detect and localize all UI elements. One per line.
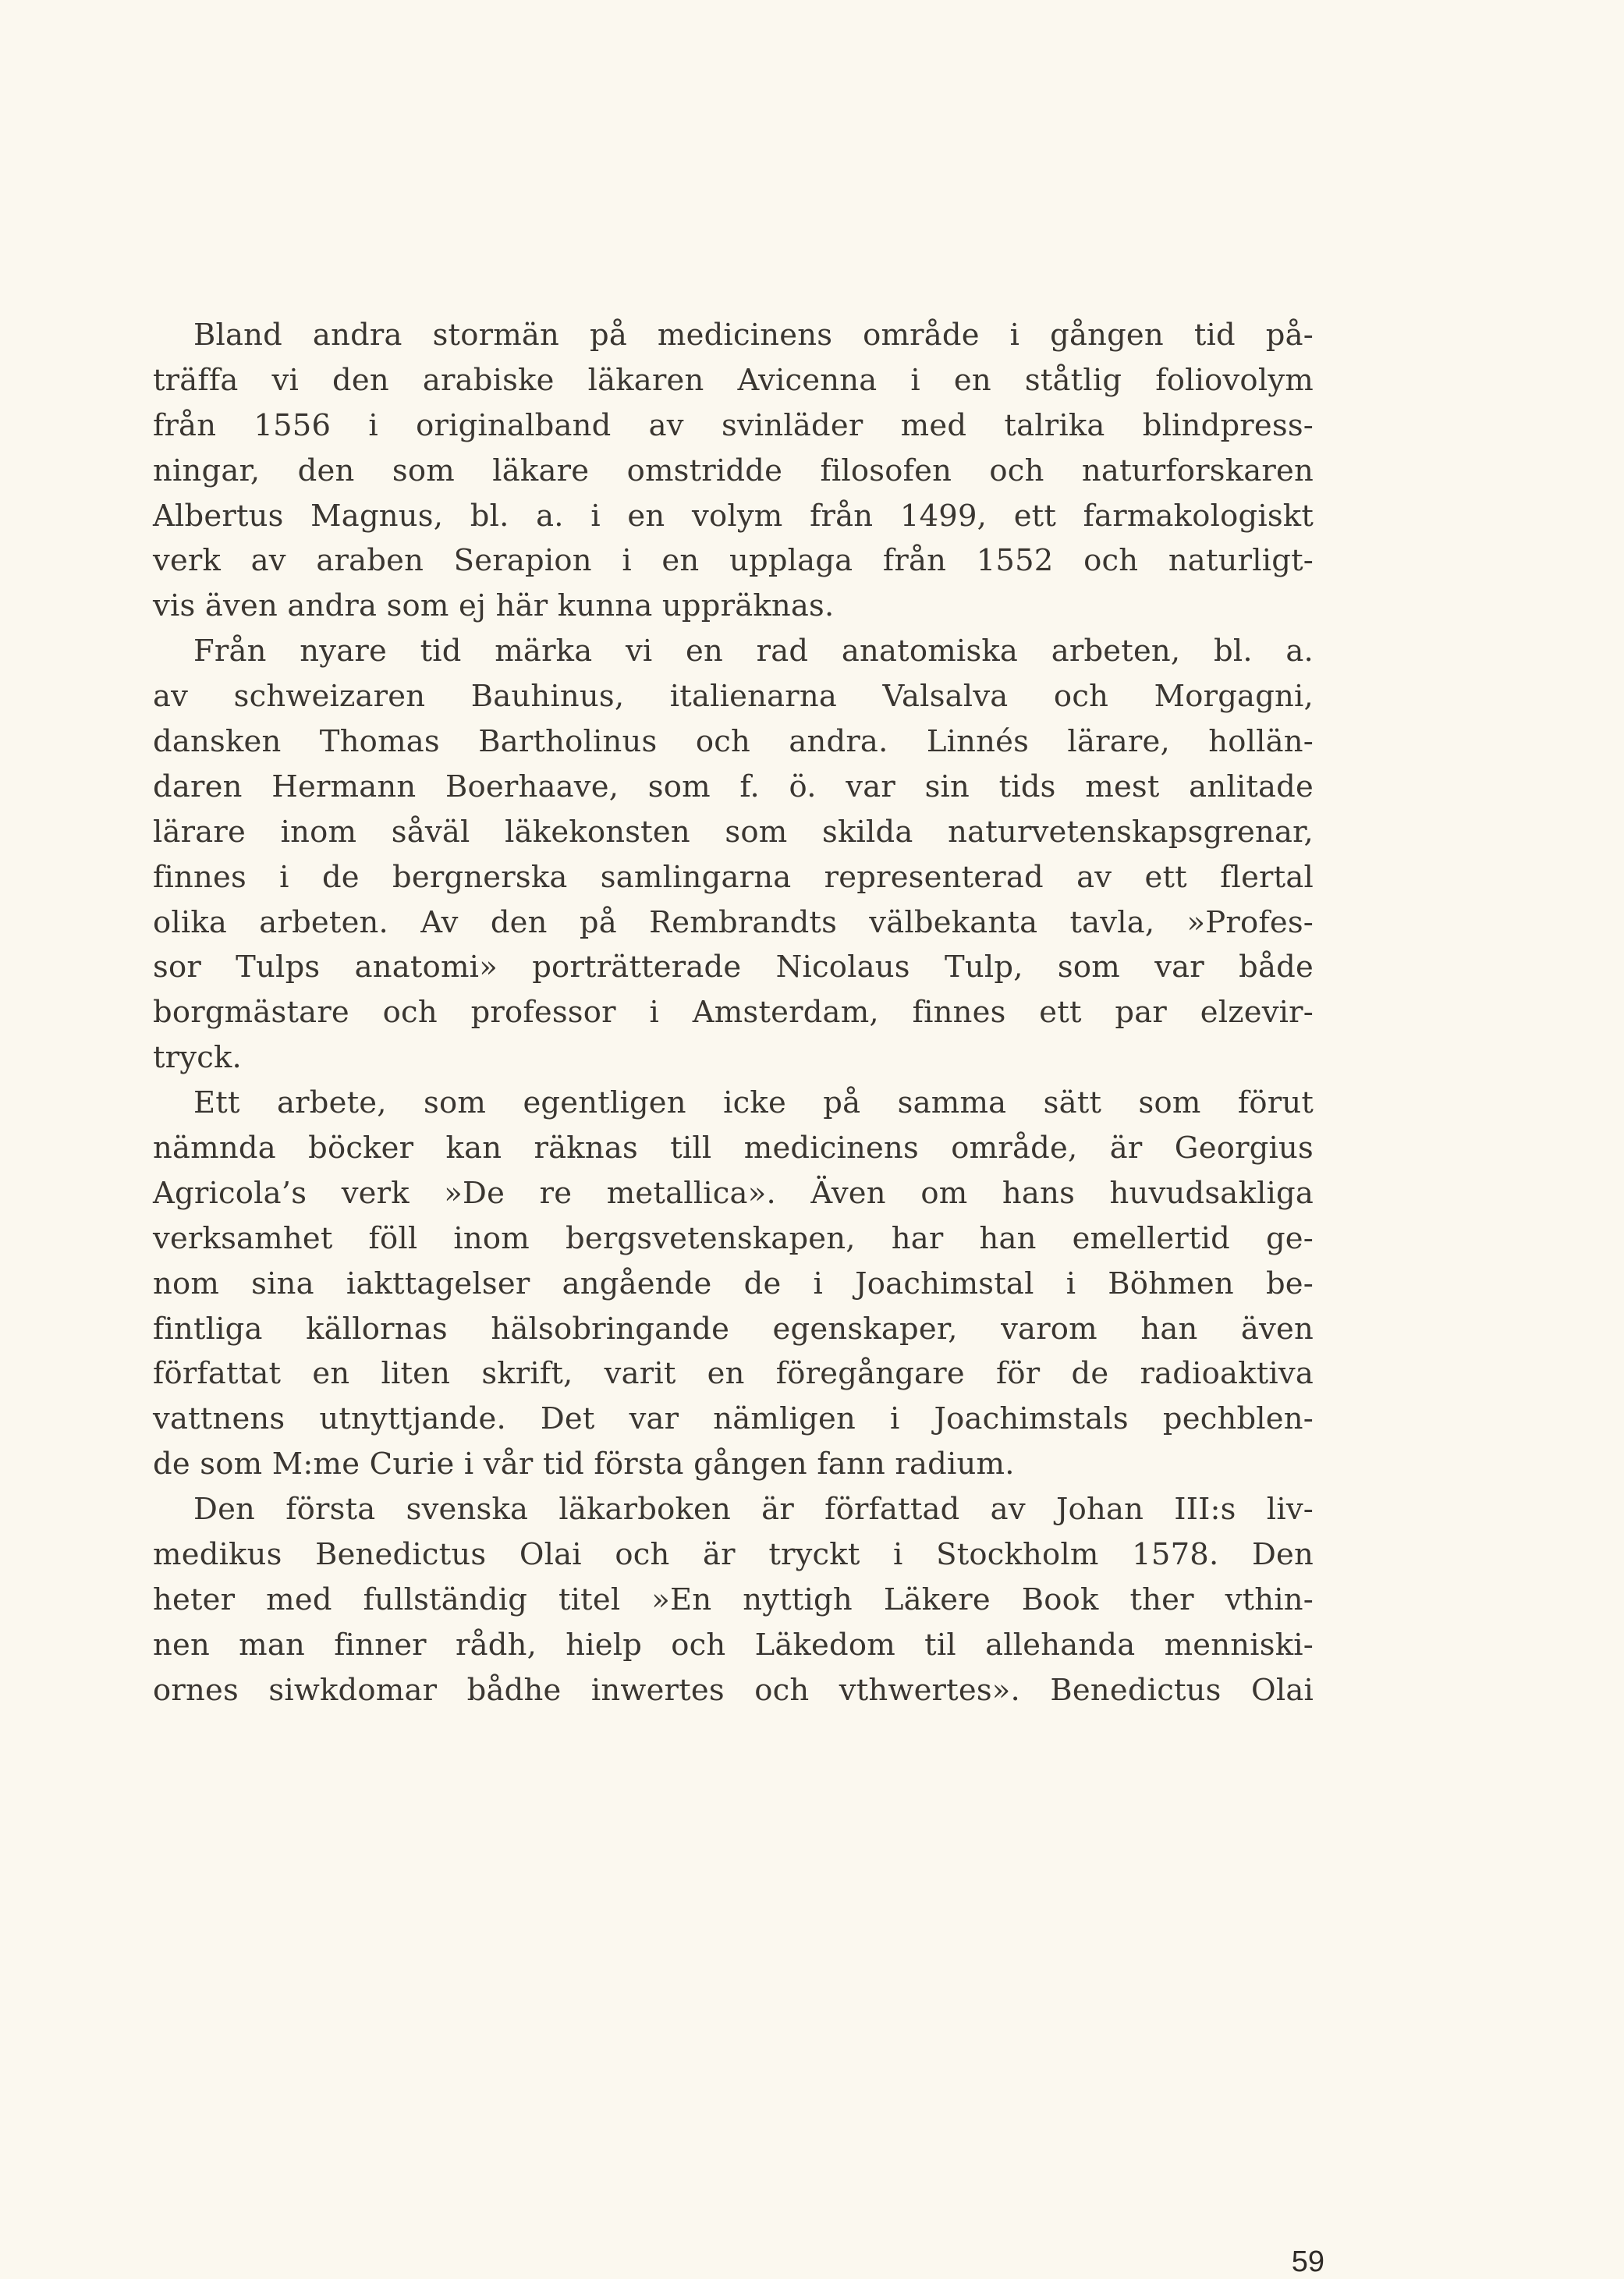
body-text bbox=[153, 313, 1314, 1713]
text-line: Från nyare tid märka vi en rad anatomiska arbeten, bl. a. bbox=[193, 634, 1314, 669]
text-line: tryck. bbox=[153, 1040, 242, 1076]
text-line: sor Tulps anatomi» porträtterade Nicolaus Tulp, som var både bbox=[153, 950, 1314, 985]
text-line: vattnens utnyttjande. Det var nämligen i Joachimstals pechblen- bbox=[153, 1401, 1314, 1437]
text-line: verk av araben Serapion i en upplaga från 1552 och naturligt- bbox=[153, 543, 1314, 579]
text-line: fintliga källornas hälsobringande egenskaper, varom han även bbox=[153, 1311, 1314, 1347]
text-line: dansken Thomas Bartholinus och andra. Linnés lärare, hollän- bbox=[153, 724, 1314, 760]
text-line: nämnda böcker kan räknas till medicinens område, är Georgius bbox=[153, 1131, 1314, 1166]
text-line: de som M:me Curie i vår tid första gången fann radium. bbox=[153, 1447, 1015, 1482]
text-line: Albertus Magnus, bl. a. i en volym från 1499, ett farmakologiskt bbox=[153, 498, 1314, 534]
text-line: borgmästare och professor i Amsterdam, finnes ett par elzevir- bbox=[153, 995, 1314, 1031]
text-line: finnes i de bergnerska samlingarna representerad av ett flertal bbox=[153, 859, 1314, 895]
text-line: ornes siwkdomar bådhe inwertes och vthwertes». Benedictus Olai bbox=[153, 1672, 1314, 1708]
text-line: daren Hermann Boerhaave, som f. ö. var sin tids mest anlitade bbox=[153, 769, 1314, 804]
text-line: ningar, den som läkare omstridde filosofen och naturforskaren bbox=[153, 453, 1314, 488]
text-line: Ett arbete, som egentligen icke på samma sätt som förut bbox=[193, 1085, 1314, 1121]
text-line: medikus Benedictus Olai och är tryckt i Stockholm 1578. Den bbox=[153, 1537, 1314, 1573]
text-line: av schweizaren Bauhinus, italienarna Valsalva och Morgagni, bbox=[153, 679, 1314, 715]
text-line: nom sina iakttagelser angående de i Joachimstal i Böhmen be- bbox=[153, 1266, 1314, 1301]
text-line: författat en liten skrift, varit en föregångare för de radioaktiva bbox=[153, 1356, 1314, 1392]
text-line: nen man finner rådh, hielp och Läkedom til allehanda menniski- bbox=[153, 1627, 1314, 1663]
text-line: verksamhet föll inom bergsvetenskapen, har han emellertid ge- bbox=[153, 1220, 1314, 1256]
text-line: träffa vi den arabiske läkaren Avicenna i en ståtlig foliovolym bbox=[153, 362, 1314, 398]
text-line: lärare inom såväl läkekonsten som skilda naturvetenskapsgrenar, bbox=[153, 814, 1314, 850]
text-line: Agricola’s verk »De re metallica». Även om hans huvudsakliga bbox=[153, 1175, 1314, 1211]
text-line: Den första svenska läkarboken är författad av Johan III:s liv- bbox=[193, 1492, 1314, 1528]
text-line: från 1556 i originalband av svinläder med talrika blindpress- bbox=[153, 407, 1314, 443]
page-number: 59 bbox=[1291, 2245, 1324, 2278]
text-line: heter med fullständig titel »En nyttigh Läkere Book ther vthin- bbox=[153, 1581, 1314, 1617]
text-line: vis även andra som ej här kunna uppräknas. bbox=[153, 588, 835, 624]
text-line: Bland andra stormän på medicinens område i gången tid på- bbox=[193, 318, 1314, 353]
text-line: olika arbeten. Av den på Rembrandts välbekanta tavla, »Profes- bbox=[153, 904, 1314, 940]
